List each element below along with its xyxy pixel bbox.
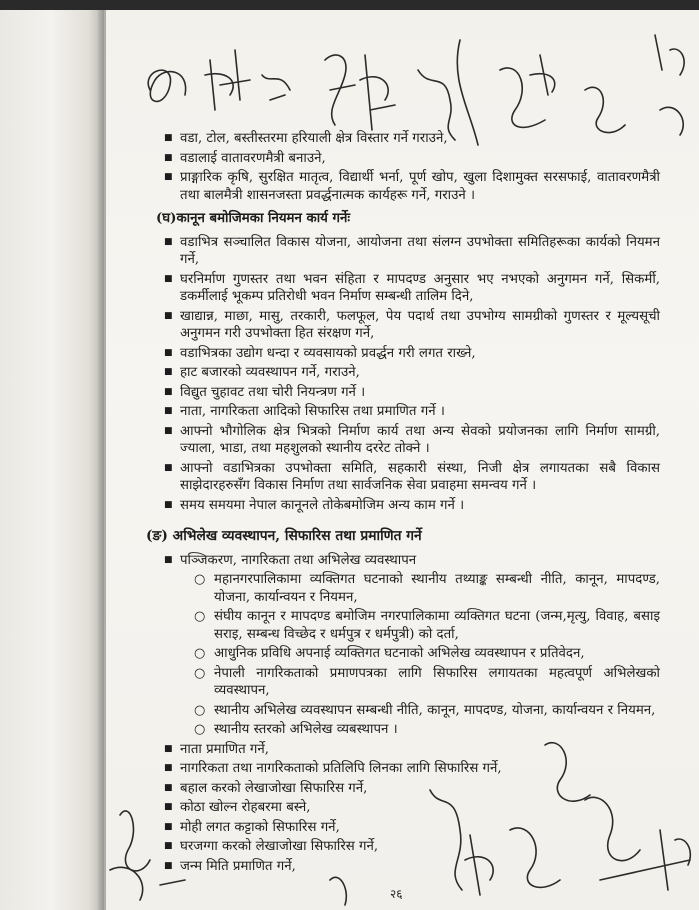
section-gha-list [160, 234, 660, 515]
list-item: ■ आफ्नो भौगोलिक क्षेत्र भित्रको निर्माण कार्य तथा अन्य सेवको प्रयोजनका लागि निर्माण सामग्री, ज्याला, भाडा, तथा महशुलको स्थानीय दररेट तोक्ने । [160, 423, 660, 458]
section-c-list [160, 130, 660, 204]
sub-list-item: ○ आधुनिक प्रविधि अपनाई व्यक्तिगत घटनाको अभिलेख व्यवस्थापन र प्रतिवेदन, [192, 645, 660, 663]
left-page-gutter [0, 10, 104, 910]
list-item: ■ घरजग्गा करको लेखाजोखा सिफारिस गर्ने, [160, 838, 660, 856]
list-item: ■ कोठा खोल्न रोहबरमा बस्ने, [160, 799, 660, 817]
sub-list-item: ○ नेपाली नागरिकताको प्रमाणपत्रका लागि सिफारिस लगायतका महत्वपूर्ण अभिलेखको व्यवस्थापन, [192, 665, 660, 700]
list-item: ■ वडाभित्रका उद्योग धन्दा र व्यवसायको प्रवर्द्धन गरी लगत राख्ने, [160, 345, 660, 363]
section-gha-heading: (घ)कानून बमोजिमका नियमन कार्य गर्नेः [156, 211, 351, 226]
list-item: ■ हाट बजारको व्यवस्थापन गर्ने, गराउने, [160, 364, 660, 382]
sub-list-item: ○ स्थानीय अभिलेख व्यवस्थापन सम्बन्धी नीति, कानून, मापदण्ड, योजना, कार्यान्वयन र नियमन, [192, 702, 660, 720]
sub-list-item: ○ स्थानीय स्तरको अभिलेख व्यबस्थापन । [192, 721, 660, 739]
list-item: ■ नाता प्रमाणित गर्ने, [160, 741, 660, 759]
document-body [146, 130, 660, 877]
list-item: ■ प्राङ्गारिक कृषि, सुरक्षित मातृत्व, विद्यार्थी भर्ना, पूर्ण खोप, खुला दिशामुक्त सरसफाई, वातावरणमैत्री तथा बालमैत्री शासनजस्ता प्रवर्द्धनात्मक कार्यहरू गर्ने, गराउने । [160, 169, 660, 204]
sub-list-item: ○ संघीय कानून र मापदण्ड बमोजिम नगरपालिकामा व्यक्तिगत घटना (जन्म,मृत्यु, विवाह, बसाइ सराइ, सम्बन्ध विच्छेद र धर्मपुत्र र धर्मपुत्री) को दर्ता, [192, 608, 660, 643]
list-item: ■ जन्म मिति प्रमाणित गर्ने, [160, 858, 660, 876]
list-item: ■ समय समयमा नेपाल कानूनले तोकेबमोजिम अन्य काम गर्ने । [160, 497, 660, 515]
list-item: ■ पञ्जिकरण, नागरिकता तथा अभिलेख व्यवस्थापन [160, 552, 660, 570]
list-item: ■ विद्युत चुहावट तथा चोरी नियन्त्रण गर्ने । [160, 384, 660, 402]
list-item: ■ वडाभित्र सञ्चालित विकास योजना, आयोजना तथा संलग्न उपभोक्ता समितिहरूका कार्यको नियमन गर्ने, [160, 234, 660, 269]
page-number: २६ [390, 887, 403, 901]
list-item: ■ नाता, नागरिकता आदिको सिफारिस तथा प्रमाणित गर्ने । [160, 403, 660, 421]
list-item: ■ वडा, टोल, बस्तीस्तरमा हरियाली क्षेत्र विस्तार गर्ने गराउने, [160, 130, 660, 148]
list-item: ■ आफ्नो वडाभित्रका उपभोक्ता समिति, सहकारी संस्था, निजी क्षेत्र लगायतका सबै विकास साझेदारहरुसँग विकास निर्माण तथा सार्वजनिक सेवा प्रवाहमा समन्वय गर्ने । [160, 460, 660, 495]
list-item: ■ खाद्यान्न, माछा, मासु, तरकारी, फलफूल, पेय पदार्थ तथा उपभोग्य सामग्रीको गुणस्तर र मूल्यसूची अनुगमन गरी उपभोक्ता हित संरक्षण गर्ने, [160, 308, 660, 343]
list-item: ■ वडालाई वातावरणमैत्री बनाउने, [160, 150, 660, 168]
sub-list-item: ○ महानगरपालिकामा व्यक्तिगत घटनाको स्थानीय तथ्याङ्क सम्बन्धी नीति, कानून, मापदण्ड, योजना, कार्यान्वयन र नियमन, [192, 571, 660, 606]
list-item: ■ मोही लगत कट्टाको सिफारिस गर्ने, [160, 819, 660, 837]
section-nga-list [160, 552, 660, 876]
list-item: ■ नागरिकता तथा नागरिकताको प्रतिलिपि लिनका लागि सिफारिस गर्ने, [160, 760, 660, 778]
list-item: ■ बहाल करको लेखाजोखा सिफारिस गर्ने, [160, 780, 660, 798]
scanner-top-edge [0, 0, 699, 10]
list-item: ■ घरनिर्माण गुणस्तर तथा भवन संहिता र मापदण्ड अनुसार भए नभएको अनुगमन गर्ने, सिकर्मी, डकर्मीलाई भूकम्प प्रतिरोधी भवन निर्माण सम्बन्धी तालिम दिने, [160, 271, 660, 306]
section-nga-heading: (ङ) अभिलेख व्यवस्थापन, सिफारिस तथा प्रमाणित गर्ने [146, 528, 422, 544]
